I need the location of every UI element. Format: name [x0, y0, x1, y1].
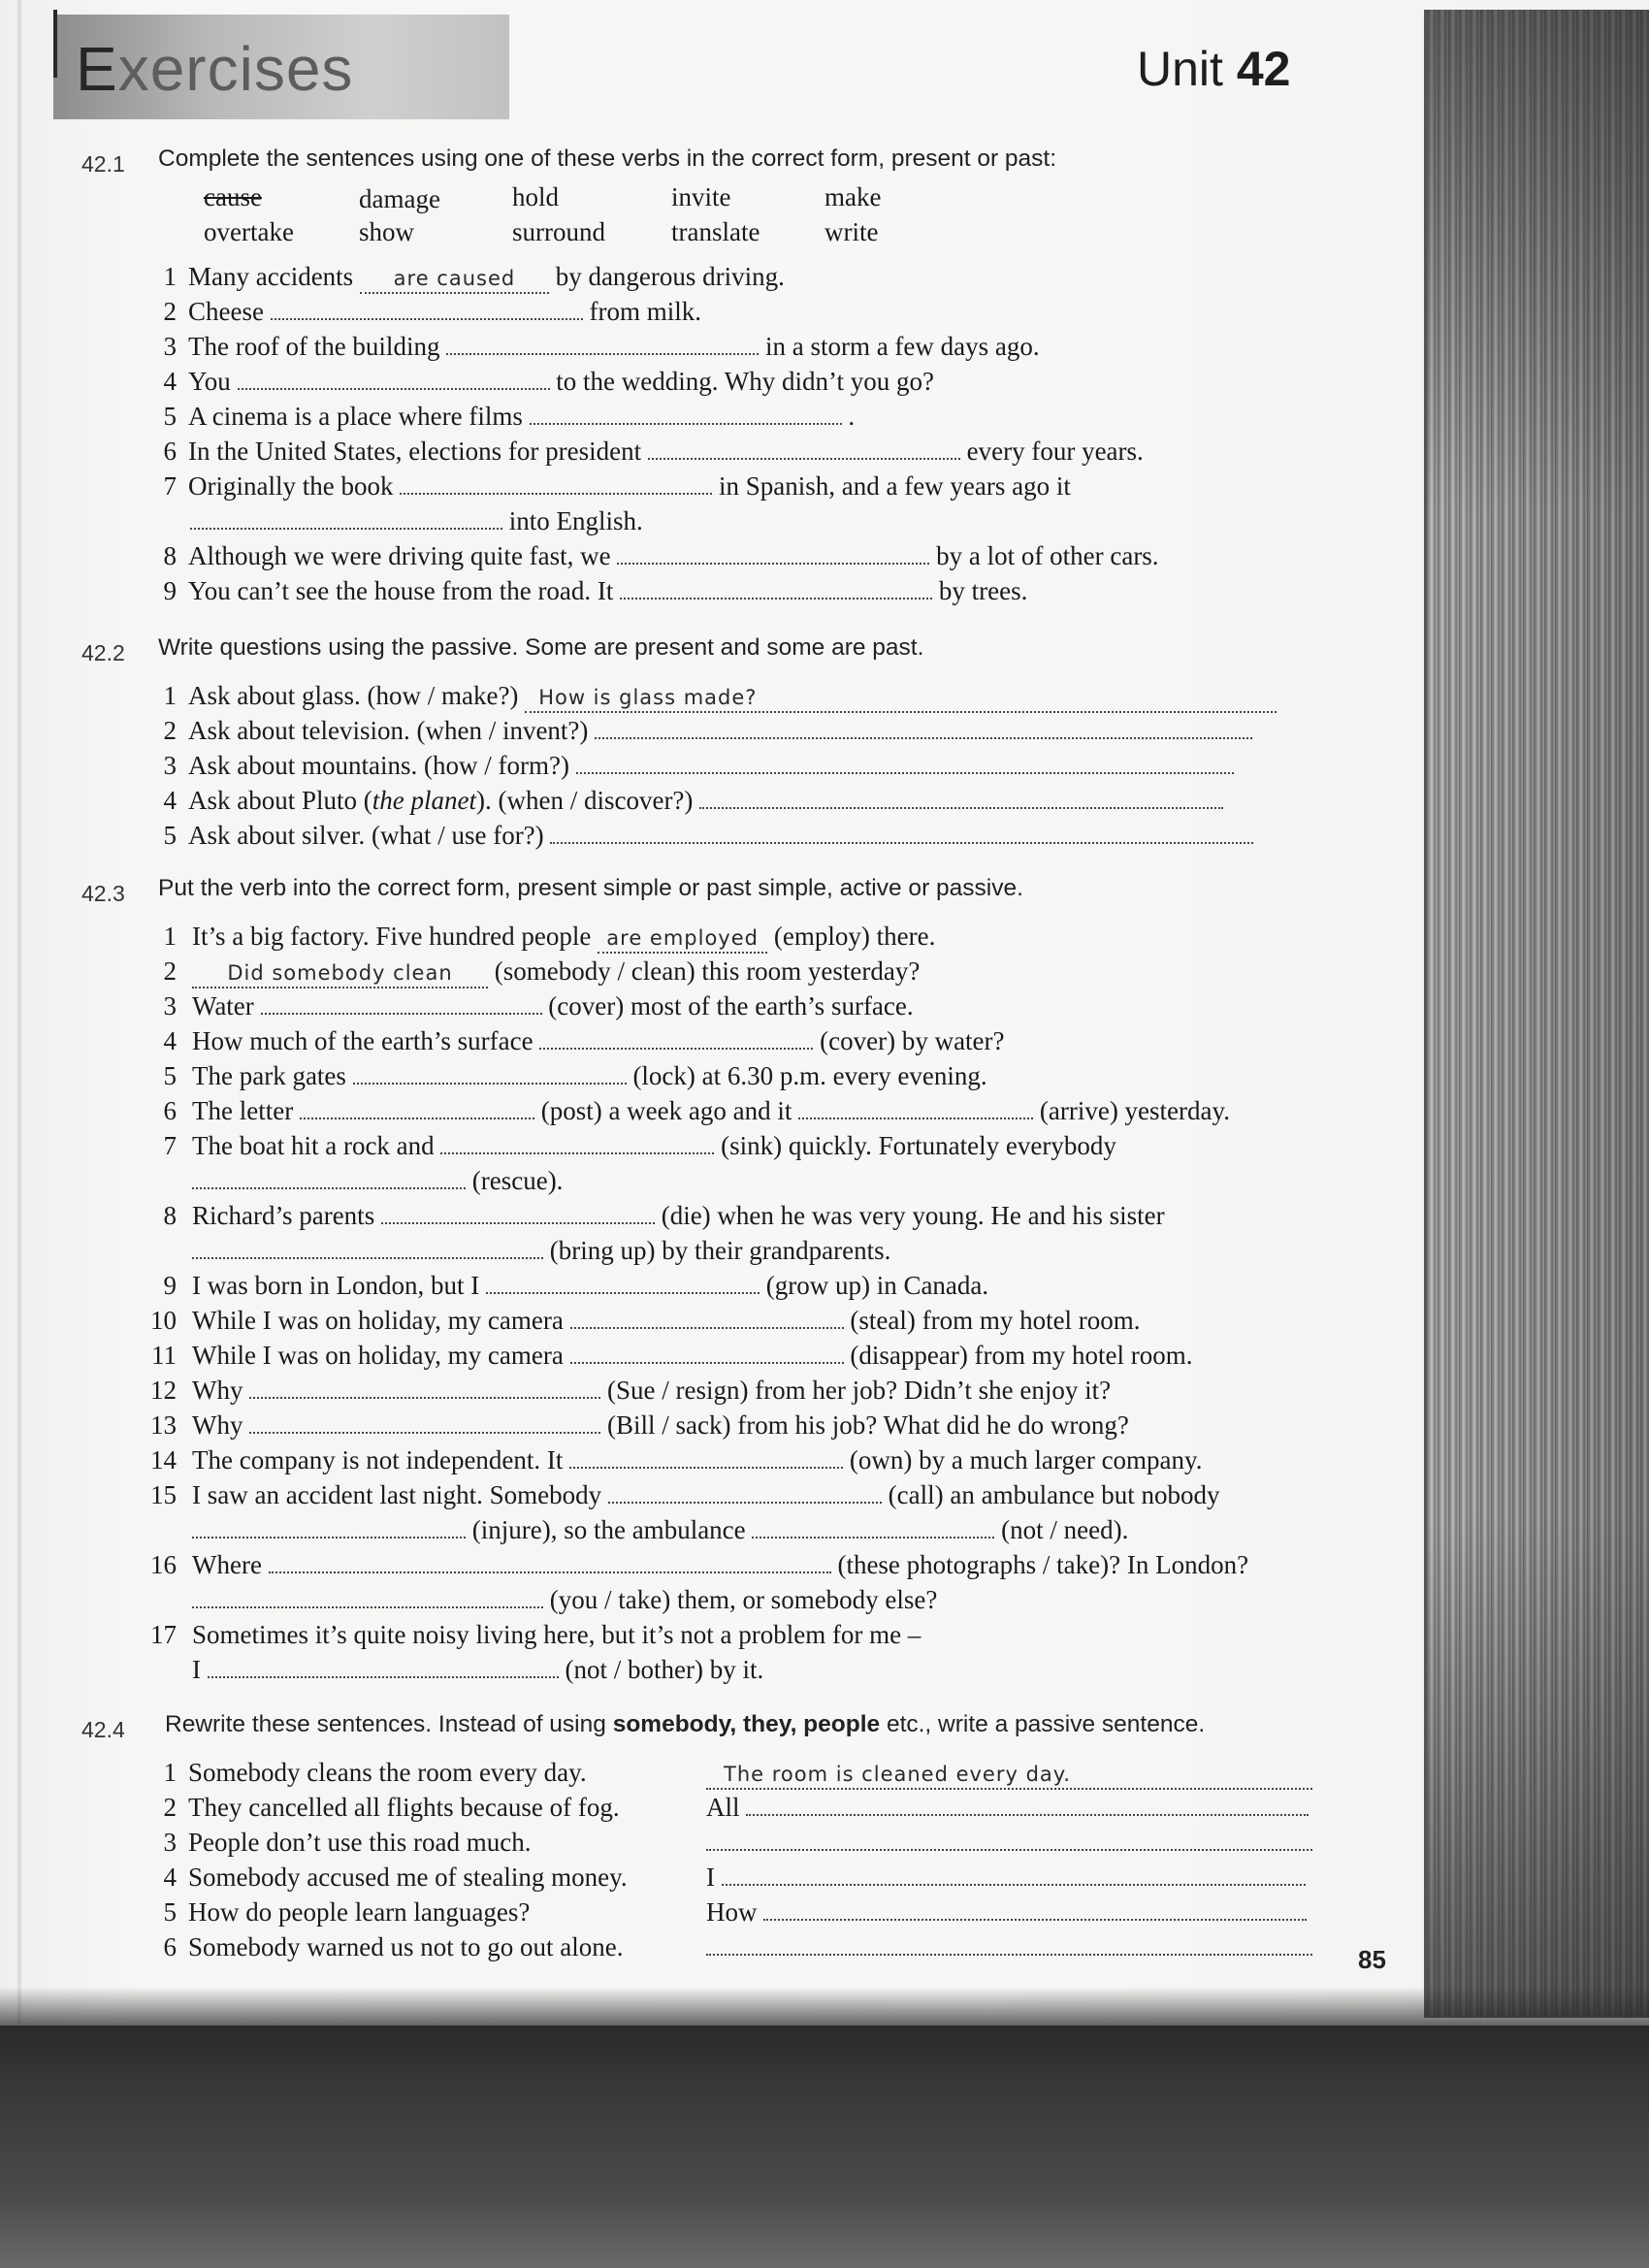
exercise-instruction: Put the verb into the correct form, present simple or past simple, active or passive. [158, 875, 1023, 901]
list-item: 1 Ask about glass. (how / make?) How is glass made? [153, 681, 1277, 713]
answer-blank[interactable] [699, 788, 1223, 809]
list-item-continuation: I (not / bother) by it. [192, 1655, 764, 1684]
answer-blank[interactable] [446, 334, 759, 355]
exercise-instruction: Rewrite these sentences. Instead of using somebody, they, people etc., write a passive sentence. [165, 1711, 1206, 1737]
verb-word: make [824, 182, 882, 211]
page-margin-shadow [17, 0, 21, 2231]
section-title: Exercises [76, 34, 354, 104]
list-item: It’s a big factory. Five hundred people are employed (employ) there. [192, 922, 935, 954]
list-item: 3 The roof of the building in a storm a few days ago. [163, 332, 1040, 361]
list-item: 7 Originally the book in Spanish, and a few years ago it [163, 471, 1071, 501]
answer-blank[interactable] [570, 1343, 844, 1364]
item-number: 1 [163, 922, 177, 951]
item-number: 6 [163, 1096, 177, 1125]
item-number: 7 [163, 1131, 177, 1160]
scanner-shadow [0, 2025, 1649, 2268]
answer-blank[interactable] [539, 1028, 813, 1050]
answer-blank[interactable] [192, 1517, 466, 1539]
list-item: How much of the earth’s surface (cover) by water? [192, 1026, 1005, 1055]
list-item: While I was on holiday, my camera (steal) from my hotel room. [192, 1306, 1141, 1335]
item-number: 9 [163, 1271, 177, 1300]
list-item: Where (these photographs / take)? In London? [192, 1550, 1249, 1579]
item-number: 13 [150, 1410, 177, 1440]
exercise-instruction: Complete the sentences using one of these verbs in the correct form, present or past: [158, 146, 1057, 172]
answer-blank[interactable]: are employed [598, 922, 767, 954]
unit-title: Unit 42 [1137, 42, 1291, 96]
answer-blank[interactable] [192, 1168, 466, 1189]
answer-blank[interactable] [381, 1203, 655, 1224]
item-number: 4 [163, 1026, 177, 1055]
answer-blank[interactable] [486, 1273, 760, 1294]
item-number: 10 [150, 1306, 177, 1335]
list-item: Richard’s parents (die) when he was very young. He and his sister [192, 1201, 1165, 1230]
answer-line: All [706, 1793, 1309, 1823]
answer-blank[interactable] [648, 438, 960, 460]
answer-blank[interactable] [569, 1447, 843, 1469]
list-item: 9 You can’t see the house from the road. It by trees. [163, 576, 1028, 605]
item-number: 2 [163, 956, 177, 986]
item-number: 11 [151, 1341, 177, 1370]
answer-blank[interactable] [617, 543, 929, 565]
answer-blank[interactable]: Did somebody clean [192, 956, 488, 988]
exercise-number: 42.4 [81, 1717, 125, 1742]
exercise-number: 42.3 [81, 881, 125, 906]
answer-blank[interactable] [249, 1377, 600, 1399]
item-number: 12 [150, 1376, 177, 1405]
list-item: 5 Ask about silver. (what / use for?) [153, 821, 1253, 851]
answer-line [706, 1932, 1312, 1962]
item-number: 17 [150, 1620, 177, 1649]
list-item-continuation: (rescue). [192, 1166, 563, 1196]
answer-blank[interactable] [608, 1482, 882, 1504]
item-number: 8 [163, 1201, 177, 1230]
answer-blank[interactable] [208, 1657, 559, 1678]
list-item: 2 Cheese from milk. [163, 297, 701, 326]
verb-word: cause [204, 182, 262, 211]
answer-blank[interactable] [440, 1133, 714, 1154]
answer-line [706, 1758, 1312, 1790]
answer-blank[interactable] [192, 1238, 543, 1259]
answer-blank[interactable] [400, 473, 712, 495]
answer-blank[interactable] [706, 1934, 1312, 1956]
item-number: 5 [163, 1061, 177, 1090]
list-item: The letter (post) a week ago and it (arrive) yesterday. [192, 1096, 1231, 1125]
verb-word: hold [512, 182, 560, 211]
list-item: 3 Ask about mountains. (how / form?) [153, 751, 1234, 781]
answer-blank[interactable] [261, 993, 542, 1015]
list-item: 3 People don’t use this road much. [163, 1828, 532, 1857]
list-item: 4 Somebody accused me of stealing money. [163, 1863, 628, 1892]
verb-word: invite [671, 182, 731, 211]
answer-blank[interactable]: How is glass made? [525, 681, 1277, 713]
list-item: 2 They cancelled all flights because of fog. [163, 1793, 620, 1822]
header-rule [53, 10, 57, 78]
answer-line: How [706, 1897, 1307, 1928]
list-item: 2 Ask about television. (when / invent?) [153, 716, 1252, 746]
list-item: Why (Sue / resign) from her job? Didn’t she enjoy it? [192, 1376, 1112, 1405]
list-item: The park gates (lock) at 6.30 p.m. every evening. [192, 1061, 987, 1090]
answer-blank[interactable] [269, 1552, 831, 1573]
answer-blank[interactable] [249, 1412, 600, 1434]
verb-word: show [359, 217, 415, 246]
list-item: Why (Bill / sack) from his job? What did he do wrong? [192, 1410, 1129, 1440]
list-item: 5 How do people learn languages? [163, 1897, 531, 1927]
answer-blank[interactable] [190, 508, 502, 530]
answer-blank[interactable] [271, 299, 583, 320]
item-number: 3 [163, 991, 177, 1021]
answer-blank[interactable] [595, 718, 1252, 739]
answer-blank[interactable] [722, 1864, 1306, 1886]
answer-line: I [706, 1863, 1306, 1893]
exercise-instruction: Write questions using the passive. Some are present and some are past. [158, 634, 924, 661]
verb-word: write [824, 217, 879, 246]
list-item: 6 In the United States, elections for president every four years. [163, 437, 1144, 466]
list-item-continuation: (you / take) them, or somebody else? [192, 1585, 937, 1615]
book-page-edges [1424, 10, 1649, 2018]
answer-blank[interactable] [798, 1098, 1033, 1119]
verb-word: surround [512, 217, 605, 246]
answer-blank[interactable] [576, 753, 1234, 774]
list-item: 4 You to the wedding. Why didn’t you go? [163, 367, 935, 396]
answer-blank[interactable] [746, 1795, 1309, 1816]
list-item: 4 Ask about Pluto (the planet). (when / discover?) [153, 786, 1223, 816]
list-item-continuation: into English. [190, 506, 643, 536]
list-item: While I was on holiday, my camera (disappear) from my hotel room. [192, 1341, 1193, 1370]
list-item: I saw an accident last night. Somebody (call) an ambulance but nobody [192, 1480, 1220, 1509]
verb-word: translate [671, 217, 760, 246]
list-item: 6 Somebody warned us not to go out alone. [163, 1932, 624, 1961]
answer-blank[interactable] [550, 823, 1253, 844]
answer-blank[interactable] [706, 1830, 1312, 1851]
list-item: 1 Many accidents are caused by dangerous driving. [153, 262, 785, 294]
answer-blank[interactable] [570, 1308, 844, 1329]
answer-blank[interactable]: The room is cleaned every day. [706, 1758, 1312, 1790]
answer-line [706, 1828, 1312, 1858]
answer-blank[interactable] [763, 1899, 1307, 1921]
list-item: 1 Somebody cleans the room every day. [163, 1758, 587, 1787]
exercise-number: 42.2 [81, 640, 125, 665]
list-item-continuation: (bring up) by their grandparents. [192, 1236, 890, 1266]
list-item: Sometimes it’s quite noisy living here, but it’s not a problem for me – [192, 1620, 922, 1649]
list-item: The company is not independent. It (own) by a much larger company. [192, 1445, 1203, 1474]
verb-word: damage [359, 184, 440, 213]
item-number: 16 [150, 1550, 177, 1579]
exercise-number: 42.1 [81, 151, 125, 177]
list-item: Water (cover) most of the earth’s surface. [192, 991, 914, 1021]
item-number: 15 [150, 1480, 177, 1509]
list-item: I was born in London, but I (grow up) in Canada. [192, 1271, 989, 1300]
answer-blank[interactable] [530, 404, 842, 425]
page-number: 85 [1358, 1945, 1386, 1974]
list-item: 5 A cinema is a place where films . [163, 402, 856, 431]
answer-blank[interactable] [620, 578, 932, 599]
answer-blank[interactable] [192, 1587, 543, 1608]
verb-word: overtake [204, 217, 294, 246]
answer-blank[interactable] [752, 1517, 994, 1539]
list-item: 8 Although we were driving quite fast, we by a lot of other cars. [163, 541, 1159, 570]
list-item: Did somebody clean (somebody / clean) this room yesterday? [192, 956, 920, 988]
list-item-continuation: (injure), so the ambulance (not / need). [192, 1515, 1128, 1545]
item-number: 14 [150, 1445, 177, 1474]
answer-blank[interactable] [353, 1063, 627, 1085]
answer-blank[interactable]: are caused [360, 262, 549, 294]
list-item: The boat hit a rock and (sink) quickly. Fortunately everybody [192, 1131, 1116, 1160]
answer-blank[interactable] [300, 1098, 534, 1119]
answer-blank[interactable] [238, 369, 550, 390]
